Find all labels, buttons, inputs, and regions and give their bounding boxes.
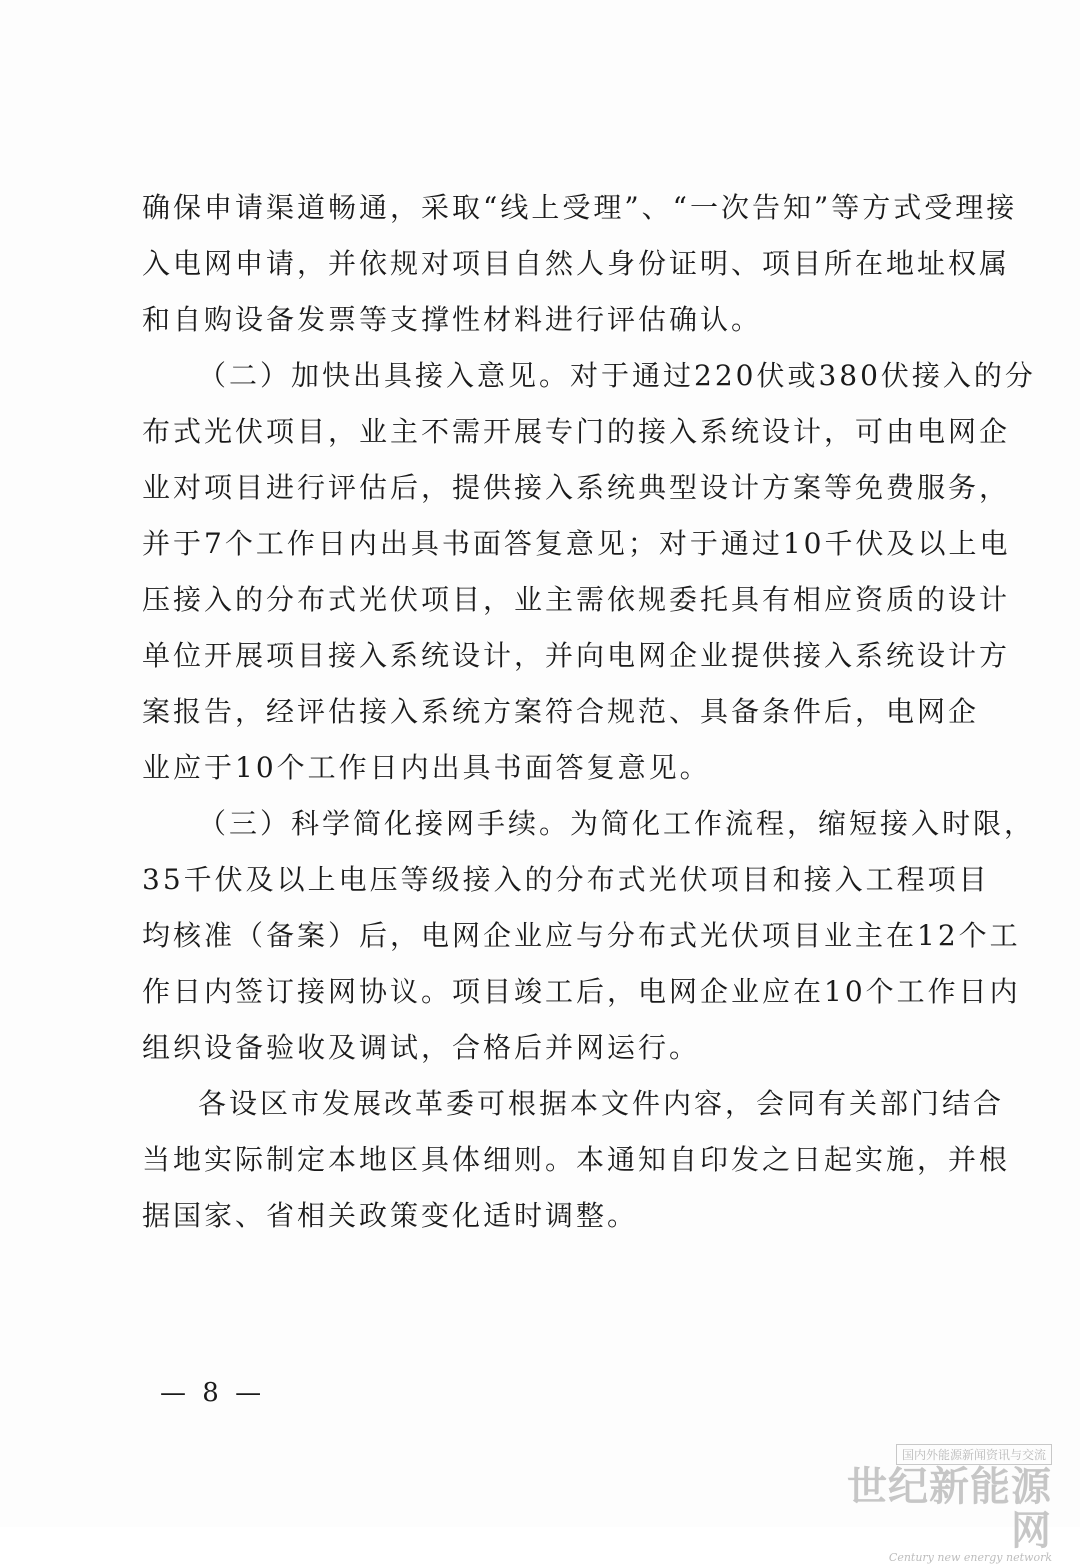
body-line: 压接入的分布式光伏项目，业主需依规委托具有相应资质的设计 — [142, 583, 1011, 616]
document-body — [142, 180, 1036, 1244]
body-line: 案报告，经评估接入系统方案符合规范、具备条件后，电网企 — [142, 695, 980, 728]
body-line: 确保申请渠道畅通，采取“线上受理”、“一次告知”等方式受理接 — [142, 191, 1018, 224]
body-line: 并于7个工作日内出具书面答复意见；对于通过10千伏及以上电 — [142, 527, 1011, 560]
body-line: 据国家、省相关政策变化适时调整。 — [142, 1199, 639, 1232]
body-line: 业对项目进行评估后，提供接入系统典型设计方案等免费服务， — [142, 471, 1011, 504]
body-line: 业应于10个工作日内出具书面答复意见。 — [142, 751, 711, 784]
section-three-heading-line: （三）科学简化接网手续。为简化工作流程，缩短接入时限， — [198, 807, 1036, 840]
body-line: 布式光伏项目，业主不需开展专门的接入系统设计，可由电网企 — [142, 415, 1011, 448]
page-number: — 8 — — [160, 1378, 266, 1408]
body-line: 入电网申请，并依规对项目自然人身份证明、项目所在地址权属 — [142, 247, 1011, 280]
watermark-subtitle: Century new energy network — [888, 1551, 1052, 1564]
watermark-caption: 国内外能源新闻资讯与交流 — [896, 1444, 1052, 1465]
body-line: 单位开展项目接入系统设计，并向电网企业提供接入系统设计方 — [142, 639, 1011, 672]
site-watermark — [822, 1444, 1052, 1564]
body-line: 组织设备验收及调试，合格后并网运行。 — [142, 1031, 701, 1064]
section-two-heading-line: （二）加快出具接入意见。对于通过220伏或380伏接入的分 — [198, 359, 1036, 392]
body-line: 35千伏及以上电压等级接入的分布式光伏项目和接入工程项目 — [142, 863, 990, 896]
body-line: 均核准（备案）后，电网企业应与分布式光伏项目业主在12个工 — [142, 919, 1021, 952]
body-line: 当地实际制定本地区具体细则。本通知自印发之日起实施，并根 — [142, 1143, 1011, 1176]
body-line: 和自购设备发票等支撑性材料进行评估确认。 — [142, 303, 763, 336]
watermark-title: 世纪新能源网 — [847, 1463, 1052, 1554]
body-line: 作日内签订接网协议。项目竣工后，电网企业应在10个工作日内 — [142, 975, 1021, 1008]
closing-paragraph-line: 各设区市发展改革委可根据本文件内容，会同有关部门结合 — [198, 1087, 1005, 1120]
